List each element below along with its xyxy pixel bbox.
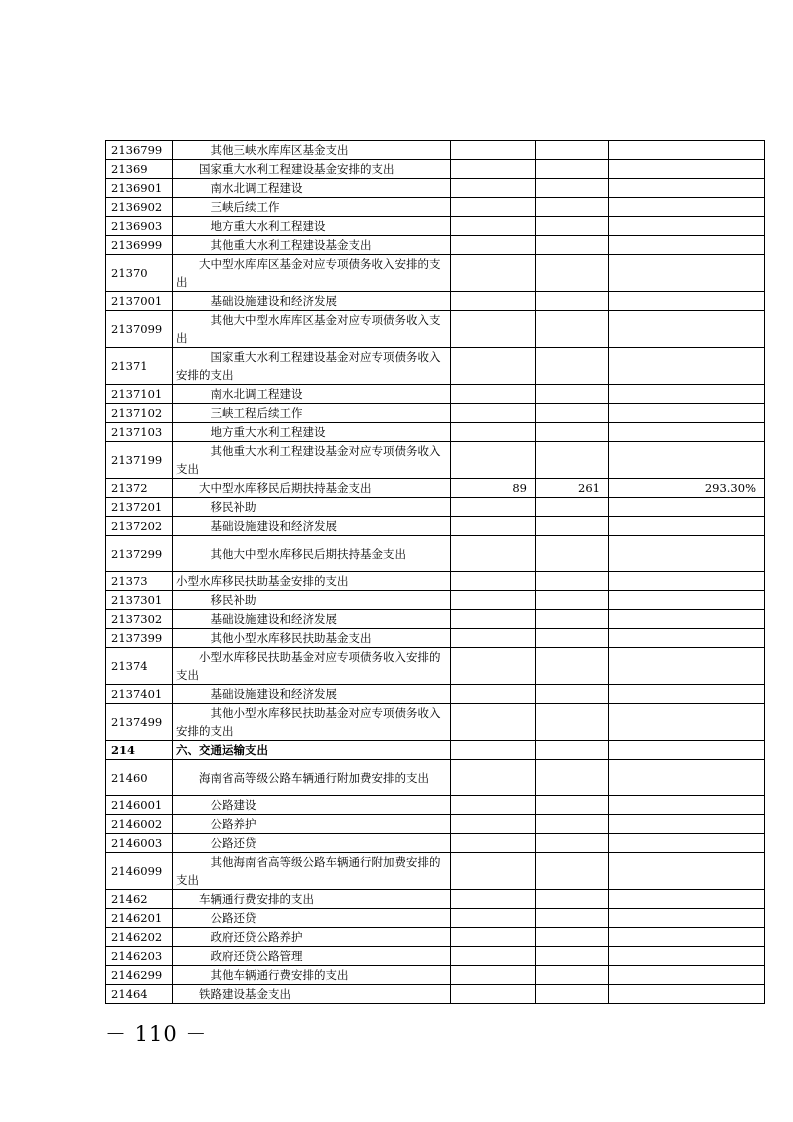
table-row [106, 928, 765, 947]
table-row [106, 760, 765, 796]
item-code-cell: 2137201 [106, 498, 173, 517]
value-cell-2 [536, 685, 609, 704]
item-code-cell: 2146201 [106, 909, 173, 928]
value-cell-3 [609, 255, 765, 292]
value-cell-2: 261 [536, 479, 609, 498]
item-code-cell: 2146203 [106, 947, 173, 966]
value-cell-1 [451, 404, 536, 423]
item-code-cell: 2137499 [106, 704, 173, 741]
value-cell-2 [536, 760, 609, 796]
item-code-cell: 21369 [106, 160, 173, 179]
item-code-cell: 2146099 [106, 853, 173, 890]
value-cell-2 [536, 311, 609, 348]
item-name-cell: 基础设施建设和经济发展 [173, 685, 451, 704]
item-name-cell: 公路建设 [173, 796, 451, 815]
value-cell-1 [451, 442, 536, 479]
table-row [106, 834, 765, 853]
table-row [106, 966, 765, 985]
value-cell-2 [536, 348, 609, 385]
value-cell-1 [451, 160, 536, 179]
value-cell-1 [451, 909, 536, 928]
value-cell-2 [536, 704, 609, 741]
table-row [106, 498, 765, 517]
table-row [106, 236, 765, 255]
page-number: － 110 － [105, 1022, 208, 1046]
item-code-cell: 2136901 [106, 179, 173, 198]
item-name-cell: 海南省高等级公路车辆通行附加费安排的支出 [173, 760, 451, 796]
value-cell-1 [451, 198, 536, 217]
table-row [106, 479, 765, 498]
item-name-cell: 其他重大水利工程建设基金支出 [173, 236, 451, 255]
value-cell-2 [536, 648, 609, 685]
table-row [106, 311, 765, 348]
table-row [106, 796, 765, 815]
value-cell-2 [536, 947, 609, 966]
table-row [106, 704, 765, 741]
item-code-cell: 2137102 [106, 404, 173, 423]
value-cell-1 [451, 311, 536, 348]
item-code-cell: 2136903 [106, 217, 173, 236]
table-row [106, 348, 765, 385]
item-code-cell: 2137299 [106, 536, 173, 572]
value-cell-3 [609, 348, 765, 385]
value-cell-2 [536, 404, 609, 423]
value-cell-3 [609, 741, 765, 760]
item-code-cell: 214 [106, 741, 173, 760]
item-name-cell: 其他大中型水库库区基金对应专项债务收入支出 [173, 311, 451, 348]
value-cell-2 [536, 741, 609, 760]
item-name-cell: 地方重大水利工程建设 [173, 217, 451, 236]
value-cell-2 [536, 815, 609, 834]
item-name-cell: 其他小型水库移民扶助基金支出 [173, 629, 451, 648]
item-name-cell: 铁路建设基金支出 [173, 985, 451, 1004]
table-row [106, 909, 765, 928]
value-cell-2 [536, 160, 609, 179]
value-cell-2 [536, 198, 609, 217]
item-name-cell: 南水北调工程建设 [173, 179, 451, 198]
value-cell-1 [451, 536, 536, 572]
table-row [106, 629, 765, 648]
value-cell-1 [451, 517, 536, 536]
value-cell-3 [609, 236, 765, 255]
item-code-cell: 21371 [106, 348, 173, 385]
item-name-cell: 车辆通行费安排的支出 [173, 890, 451, 909]
value-cell-1 [451, 760, 536, 796]
value-cell-3 [609, 160, 765, 179]
value-cell-2 [536, 610, 609, 629]
value-cell-3 [609, 179, 765, 198]
value-cell-1 [451, 348, 536, 385]
table-row [106, 179, 765, 198]
item-name-cell: 六、交通运输支出 [173, 741, 451, 760]
value-cell-3 [609, 292, 765, 311]
item-code-cell: 2146202 [106, 928, 173, 947]
value-cell-3 [609, 404, 765, 423]
item-code-cell: 21373 [106, 572, 173, 591]
table-row [106, 947, 765, 966]
value-cell-3 [609, 141, 765, 160]
value-cell-1 [451, 236, 536, 255]
item-name-cell: 基础设施建设和经济发展 [173, 517, 451, 536]
item-code-cell: 2146002 [106, 815, 173, 834]
value-cell-3 [609, 760, 765, 796]
item-name-cell: 公路养护 [173, 815, 451, 834]
value-cell-3 [609, 947, 765, 966]
item-code-cell: 2146001 [106, 796, 173, 815]
value-cell-3 [609, 853, 765, 890]
item-name-cell: 国家重大水利工程建设基金安排的支出 [173, 160, 451, 179]
value-cell-3 [609, 536, 765, 572]
value-cell-3 [609, 815, 765, 834]
value-cell-2 [536, 536, 609, 572]
table-row [106, 292, 765, 311]
item-code-cell: 2146003 [106, 834, 173, 853]
value-cell-1 [451, 610, 536, 629]
table-row [106, 572, 765, 591]
value-cell-1 [451, 834, 536, 853]
table-row [106, 591, 765, 610]
item-name-cell: 基础设施建设和经济发展 [173, 292, 451, 311]
value-cell-1 [451, 385, 536, 404]
value-cell-1 [451, 648, 536, 685]
item-name-cell: 大中型水库库区基金对应专项债务收入安排的支出 [173, 255, 451, 292]
item-code-cell: 2137399 [106, 629, 173, 648]
value-cell-2 [536, 890, 609, 909]
table-row [106, 741, 765, 760]
value-cell-1: 89 [451, 479, 536, 498]
table-row [106, 198, 765, 217]
value-cell-1 [451, 498, 536, 517]
item-name-cell: 南水北调工程建设 [173, 385, 451, 404]
item-name-cell: 三峡工程后续工作 [173, 404, 451, 423]
table-row [106, 423, 765, 442]
value-cell-2 [536, 292, 609, 311]
value-cell-2 [536, 385, 609, 404]
item-name-cell: 其他车辆通行费安排的支出 [173, 966, 451, 985]
value-cell-1 [451, 947, 536, 966]
table-row [106, 610, 765, 629]
item-code-cell: 2137202 [106, 517, 173, 536]
value-cell-2 [536, 591, 609, 610]
value-cell-2 [536, 834, 609, 853]
item-name-cell: 移民补助 [173, 498, 451, 517]
item-name-cell: 其他海南省高等级公路车辆通行附加费安排的支出 [173, 853, 451, 890]
value-cell-1 [451, 890, 536, 909]
item-code-cell: 21460 [106, 760, 173, 796]
table-row [106, 985, 765, 1004]
value-cell-1 [451, 704, 536, 741]
value-cell-2 [536, 498, 609, 517]
value-cell-3 [609, 834, 765, 853]
value-cell-1 [451, 255, 536, 292]
item-code-cell: 2137101 [106, 385, 173, 404]
table-row [106, 648, 765, 685]
value-cell-1 [451, 292, 536, 311]
item-code-cell: 2137301 [106, 591, 173, 610]
value-cell-2 [536, 236, 609, 255]
item-name-cell: 国家重大水利工程建设基金对应专项债务收入安排的支出 [173, 348, 451, 385]
value-cell-2 [536, 179, 609, 198]
value-cell-2 [536, 909, 609, 928]
item-name-cell: 其他三峡水库库区基金支出 [173, 141, 451, 160]
value-cell-3 [609, 928, 765, 947]
item-code-cell: 2136902 [106, 198, 173, 217]
value-cell-2 [536, 853, 609, 890]
value-cell-1 [451, 141, 536, 160]
value-cell-3 [609, 629, 765, 648]
value-cell-2 [536, 796, 609, 815]
value-cell-3 [609, 890, 765, 909]
value-cell-2 [536, 217, 609, 236]
table-row [106, 255, 765, 292]
value-cell-2 [536, 572, 609, 591]
item-name-cell: 小型水库移民扶助基金对应专项债务收入安排的支出 [173, 648, 451, 685]
item-name-cell: 地方重大水利工程建设 [173, 423, 451, 442]
value-cell-2 [536, 517, 609, 536]
table-row [106, 890, 765, 909]
item-code-cell: 2137099 [106, 311, 173, 348]
value-cell-1 [451, 629, 536, 648]
value-cell-3 [609, 704, 765, 741]
value-cell-3 [609, 217, 765, 236]
item-name-cell: 其他重大水利工程建设基金对应专项债务收入支出 [173, 442, 451, 479]
item-code-cell: 2146299 [106, 966, 173, 985]
table-row [106, 517, 765, 536]
value-cell-3: 293.30% [609, 479, 765, 498]
item-name-cell: 其他大中型水库移民后期扶持基金支出 [173, 536, 451, 572]
value-cell-2 [536, 629, 609, 648]
item-name-cell: 公路还贷 [173, 909, 451, 928]
item-code-cell: 21372 [106, 479, 173, 498]
value-cell-1 [451, 796, 536, 815]
item-code-cell: 2137199 [106, 442, 173, 479]
item-code-cell: 2136999 [106, 236, 173, 255]
value-cell-1 [451, 741, 536, 760]
item-code-cell: 2137001 [106, 292, 173, 311]
value-cell-3 [609, 423, 765, 442]
table-row [106, 685, 765, 704]
value-cell-3 [609, 985, 765, 1004]
table-body [106, 141, 765, 1004]
item-code-cell: 21374 [106, 648, 173, 685]
value-cell-1 [451, 423, 536, 442]
table-row [106, 141, 765, 160]
value-cell-3 [609, 685, 765, 704]
value-cell-3 [609, 909, 765, 928]
value-cell-3 [609, 517, 765, 536]
table-row [106, 217, 765, 236]
value-cell-1 [451, 685, 536, 704]
item-code-cell: 21370 [106, 255, 173, 292]
table-row [106, 815, 765, 834]
value-cell-2 [536, 255, 609, 292]
value-cell-2 [536, 928, 609, 947]
value-cell-1 [451, 985, 536, 1004]
budget-table [105, 140, 765, 1004]
value-cell-3 [609, 591, 765, 610]
item-name-cell: 三峡后续工作 [173, 198, 451, 217]
item-name-cell: 基础设施建设和经济发展 [173, 610, 451, 629]
value-cell-3 [609, 311, 765, 348]
item-code-cell: 21464 [106, 985, 173, 1004]
value-cell-2 [536, 442, 609, 479]
value-cell-1 [451, 966, 536, 985]
value-cell-2 [536, 423, 609, 442]
value-cell-1 [451, 572, 536, 591]
value-cell-3 [609, 442, 765, 479]
value-cell-1 [451, 217, 536, 236]
table-row [106, 853, 765, 890]
value-cell-3 [609, 572, 765, 591]
item-name-cell: 政府还贷公路养护 [173, 928, 451, 947]
table-row [106, 404, 765, 423]
table-row [106, 160, 765, 179]
item-name-cell: 其他小型水库移民扶助基金对应专项债务收入安排的支出 [173, 704, 451, 741]
item-code-cell: 2137401 [106, 685, 173, 704]
item-name-cell: 移民补助 [173, 591, 451, 610]
item-name-cell: 公路还贷 [173, 834, 451, 853]
value-cell-1 [451, 179, 536, 198]
value-cell-3 [609, 610, 765, 629]
table-row [106, 385, 765, 404]
table-row [106, 442, 765, 479]
value-cell-2 [536, 141, 609, 160]
item-code-cell: 2137103 [106, 423, 173, 442]
value-cell-3 [609, 198, 765, 217]
value-cell-2 [536, 985, 609, 1004]
item-name-cell: 大中型水库移民后期扶持基金支出 [173, 479, 451, 498]
value-cell-1 [451, 815, 536, 834]
item-code-cell: 2137302 [106, 610, 173, 629]
value-cell-3 [609, 966, 765, 985]
value-cell-1 [451, 853, 536, 890]
value-cell-3 [609, 796, 765, 815]
item-code-cell: 2136799 [106, 141, 173, 160]
value-cell-2 [536, 966, 609, 985]
value-cell-3 [609, 648, 765, 685]
item-name-cell: 小型水库移民扶助基金安排的支出 [173, 572, 451, 591]
table-row [106, 536, 765, 572]
value-cell-3 [609, 498, 765, 517]
value-cell-3 [609, 385, 765, 404]
item-code-cell: 21462 [106, 890, 173, 909]
item-name-cell: 政府还贷公路管理 [173, 947, 451, 966]
value-cell-1 [451, 591, 536, 610]
value-cell-1 [451, 928, 536, 947]
